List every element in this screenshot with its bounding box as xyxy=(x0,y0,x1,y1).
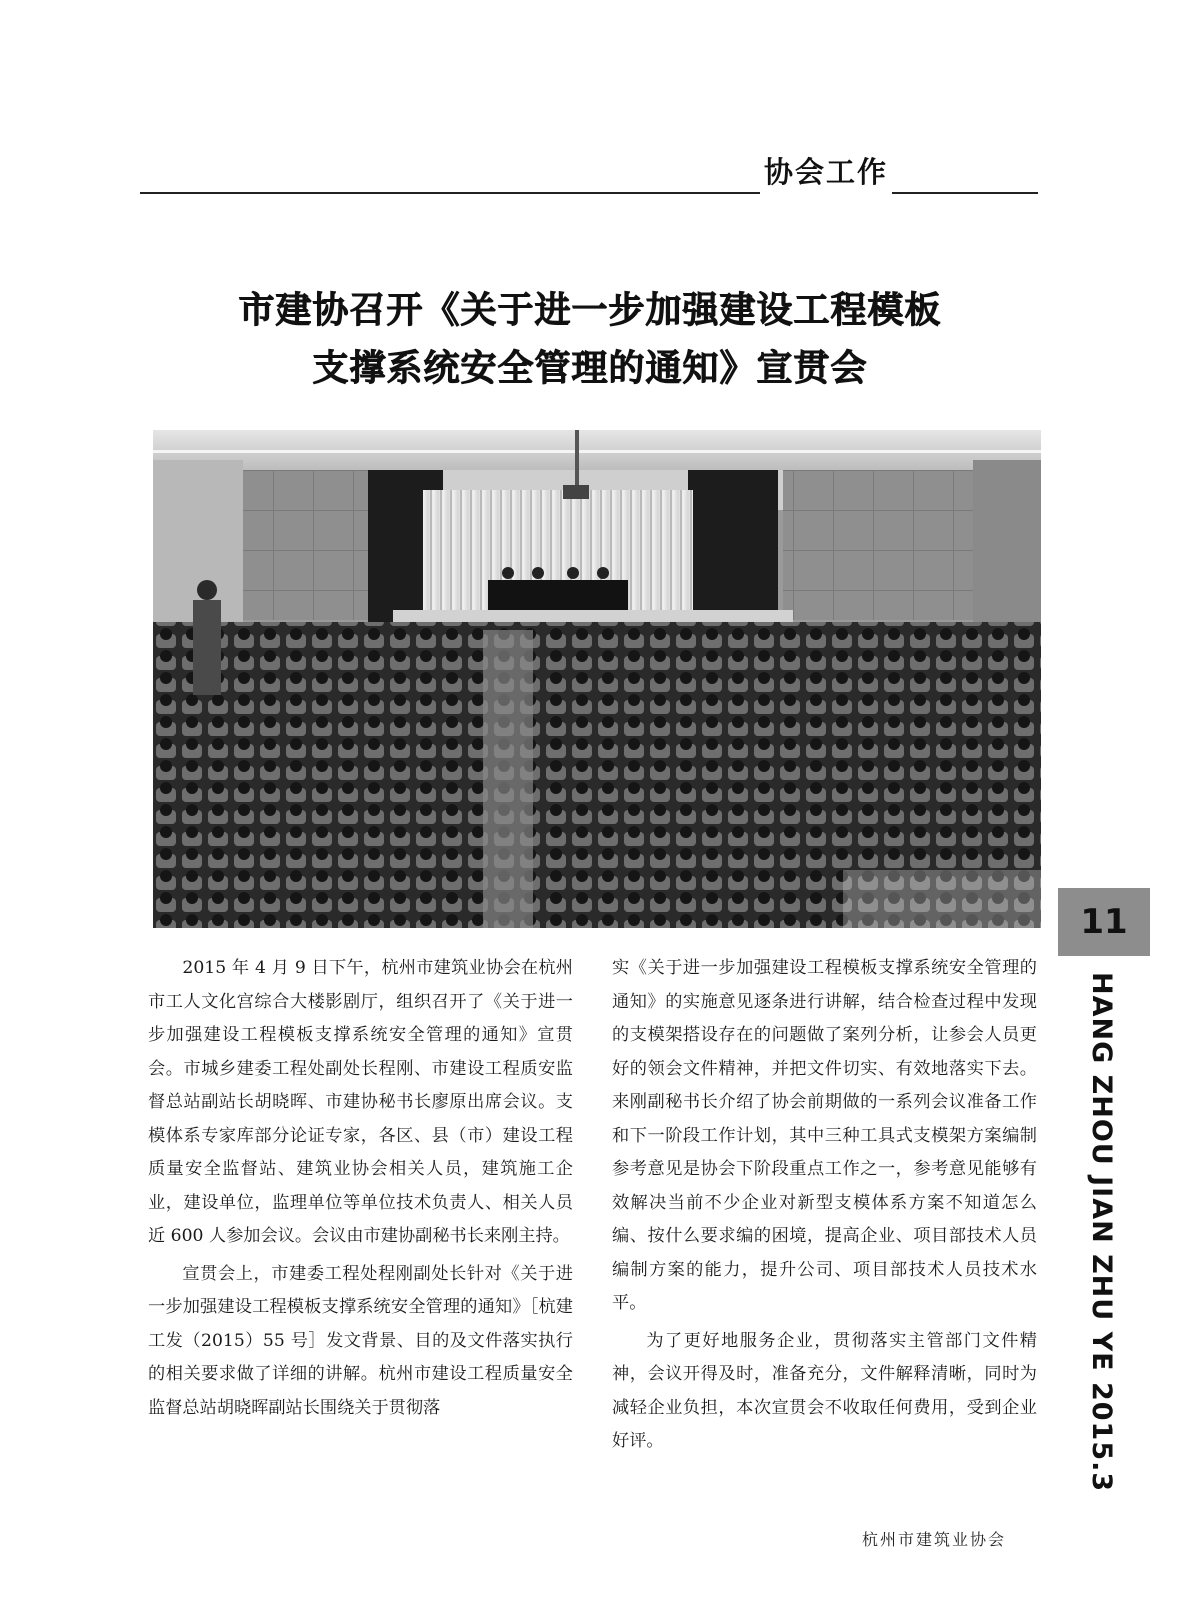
running-head: HANG ZHOU JIAN ZHU YE 2015.3 xyxy=(1086,972,1117,1493)
section-title: 协会工作 xyxy=(763,155,888,189)
article-paragraph: 宣贯会上，市建委工程处程刚副处长针对《关于进一步加强建设工程模板支撑系统安全管理的通知》［杭建工发（2015）55 号］发文背景、目的及文件落实执行的相关要求做了详细的讲解。杭州市建设工程质量安全监督总站胡晓晖副站长围绕关于贯彻落 xyxy=(148,1263,573,1418)
section-rule-left xyxy=(140,192,760,194)
article-column-left xyxy=(148,952,573,1429)
article-signature: 杭州市建筑业协会 xyxy=(862,1530,1007,1549)
section-rule-right xyxy=(892,192,1038,194)
article-paragraph: 2015 年 4 月 9 日下午，杭州市建筑业协会在杭州市工人文化宫综合大楼影剧厅，组织召开了《关于进一步加强建设工程模板支撑系统安全管理的通知》宣贯会。市城乡建委工程处副处长程刚、市建设工程质安监督总站副站长胡晓晖、市建协秘书长廖原出席会议。支模体系专家库部分论证专家，各区、县（市）建设工程质量安全监督站、建筑业协会相关人员，建筑施工企业，建设单位，监理单位等单位技术负责人、相关人员近 600 人参加会议。会议由市建协副秘书长来刚主持。 xyxy=(148,958,573,1246)
article-paragraph: 实《关于进一步加强建设工程模板支撑系统安全管理的通知》的实施意见逐条进行讲解，结合检查过程中发现的支模架搭设存在的问题做了案列分析，让参会人员更好的领会文件精神，并把文件切实、有效地落实下去。来刚副秘书长介绍了协会前期做的一系列会议准备工作和下一阶段工作计划，其中三种工具式支模架方案编制参考意见是协会下阶段重点工作之一，参考意见能够有效解决当前不少企业对新型支模体系方案不知道怎么编、按什么要求编的困境，提高企业、项目部技术人员编制方案的能力，提升公司、项目部技术人员技术水平。 xyxy=(612,958,1037,1313)
headline-line-1: 市建协召开《关于进一步加强建设工程模板 xyxy=(238,290,942,331)
article-column-right xyxy=(612,952,1037,1463)
page-number: 11 xyxy=(1058,888,1150,956)
meeting-hall-illustration xyxy=(153,430,1041,928)
meeting-hall-photo xyxy=(153,430,1041,928)
article-paragraph: 为了更好地服务企业，贯彻落实主管部门文件精神，会议开得及时，准备充分，文件解释清晰，同时为减轻企业负担，本次宣贯会不收取任何费用，受到企业好评。 xyxy=(612,1330,1037,1451)
headline-line-2: 支撑系统安全管理的通知》宣贯会 xyxy=(312,348,868,389)
